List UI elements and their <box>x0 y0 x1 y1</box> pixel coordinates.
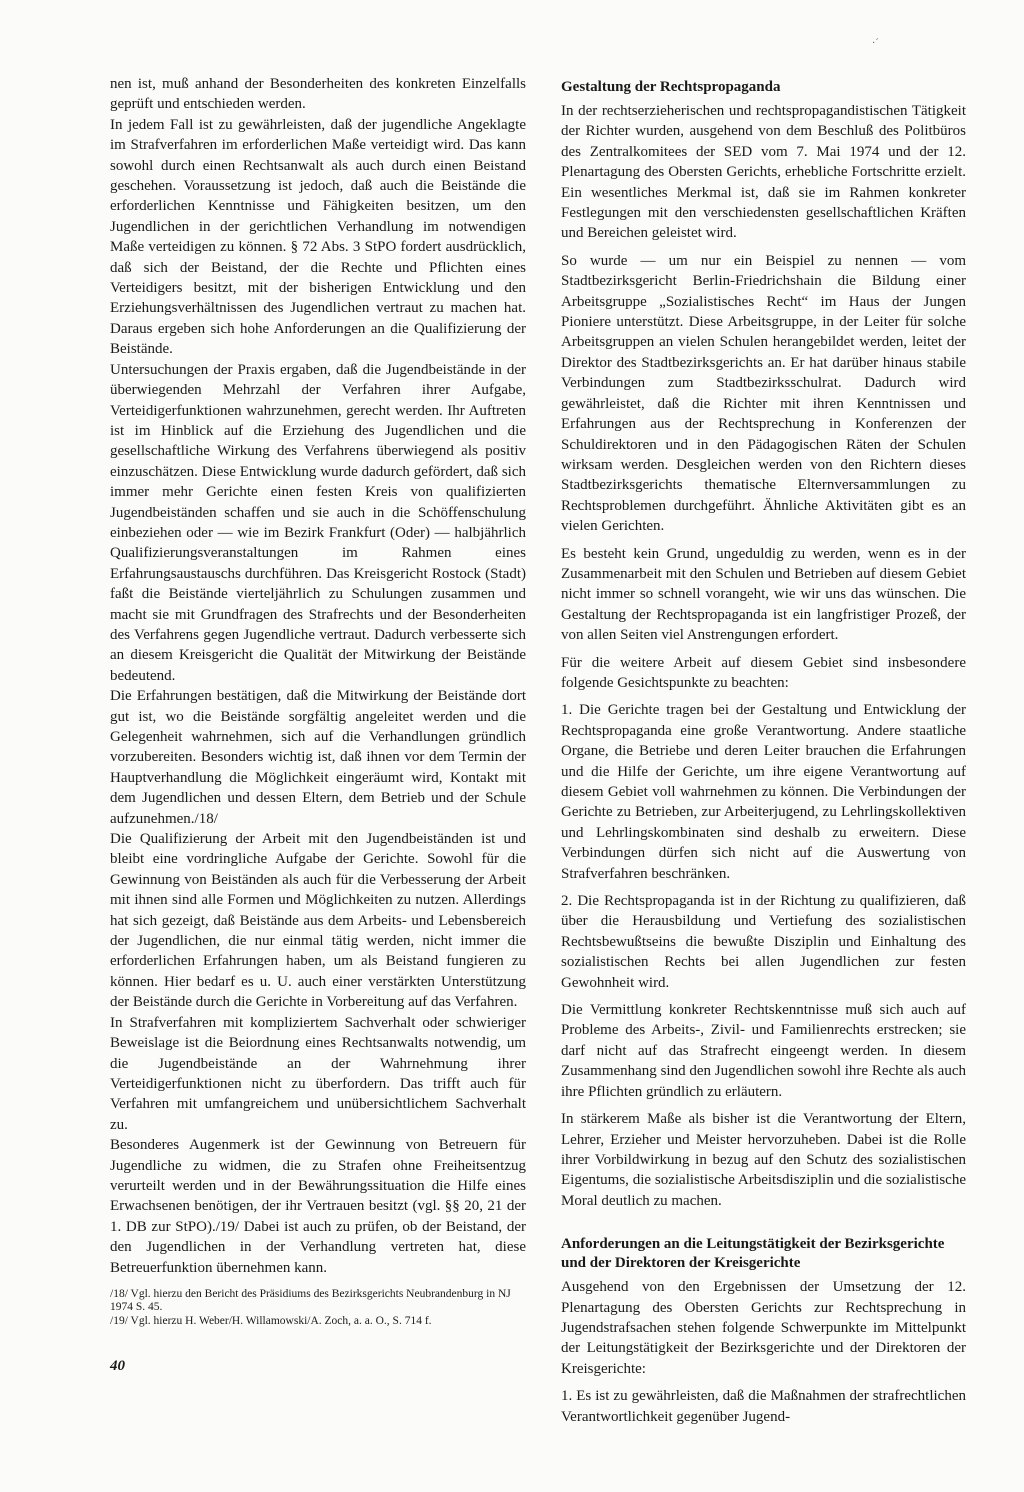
paragraph: Die Erfahrungen bestätigen, daß die Mitwirkung der Beistände dort gut ist, wo die Beistände sorgfältig angeleitet werden und die Gelegenheit wahrnehmen, sich auf die Verhandlungen gründlich vorzubereiten. Besonders wichtig ist, daß ihnen vor dem Termin der Hauptverhandlung die Möglichkeit eingeräumt wird, Kontakt mit dem Jugendlichen und dessen Eltern, dem Betrieb und der Schule aufzunehmen./18/ <box>110 688 526 827</box>
right-column <box>561 78 966 1427</box>
speck-mark: ·ˊ <box>872 38 879 49</box>
paragraph: In Strafverfahren mit kompliziertem Sachverhalt oder schwieriger Beweislage ist die Beiordnung eines Rechtsanwalts notwendig, um die Jugendbeistände an der Wahrnehmung ihrer Verteidigerfunktionen nicht zu überfordern. Das trifft auch für Verfahren mit umfangreichem und unübersichtlichem Sachverhalt zu. <box>110 1014 526 1133</box>
paragraph: Besonderes Augenmerk ist der Gewinnung von Betreuern für Jugendliche zu widmen, die zu Strafen ohne Freiheitsentzug verurteilt werden und in der Bewährungssituation die Hilfe eines Erwachsenen benötigen, der ihr Vertrauen besitzt (vgl. §§ 20, 21 der 1. DB zur StPO)./19/ Dabei ist auch zu prüfen, ob der Beistand, der den Jugendlichen in der Verhandlung vertreten hat, diese Betreuerfunktion übernehmen kann. <box>110 1137 526 1276</box>
paragraph: So wurde — um nur ein Beispiel zu nennen — vom Stadtbezirksgericht Berlin-Friedrichshain die Bildung einer Arbeitsgruppe „Sozialistisches Recht“ im Haus der Jungen Pioniere unterstützt. Diese Arbeitsgruppe, in der Leiter für solche Arbeitsgruppen an vielen Schulen herangebildet werden, leitet der Direktor des Stadtbezirksgerichts an. Er hat darüber hinaus stabile Verbindungen zum Stadtbezirksschulrat. Dadurch wird gewährleistet, daß die Richter mit ihren Kenntnissen und Erfahrungen aus der Rechtsprechung in Konferenzen der Schuldirektoren und in den Pädagogischen Räten der Schulen wirksam werden. Desgleichen werden von den Richtern dieses Stadtbezirksgerichts thematische Elternversammlungen zu Rechtsproblemen durchgeführt. Ähnliche Aktivitäten gibt es an vielen Gerichten. <box>561 252 966 535</box>
page-number: 40 <box>110 1358 125 1374</box>
numbered-paragraph: 1. Es ist zu gewährleisten, daß die Maßnahmen der strafrechtlichen Verantwortlichkeit gegenüber Jugend- <box>561 1388 966 1425</box>
paragraph: nen ist, muß anhand der Besonderheiten des konkreten Einzelfalls geprüft und entschieden werden. <box>110 76 526 113</box>
numbered-paragraph: 1. Die Gerichte tragen bei der Gestaltung und Entwicklung der Rechtspropaganda eine große Verantwortung. Andere staatliche Organe, die Betriebe und deren Leiter brauchen die Erfahrungen und die Hilfe der Gerichte, um ihre eigene Verantwortung auf diesem Gebiet voll wahrnehmen zu können. Die Verbindungen der Gerichte zu Betrieben, zur Arbeiterjugend, zu Lehrlingskollektiven und Lehrlingskombinaten sind deshalb zu erweitern. Diese Verbindungen dürfen sich nicht auf die Auswertung von Strafverfahren beschränken. <box>561 702 966 882</box>
section-heading: Gestaltung der Rechtspropaganda <box>561 79 781 95</box>
paragraph: In jedem Fall ist zu gewährleisten, daß der jugendliche Angeklagte im Strafverfahren im erforderlichen Maße verteidigt wird. Das kann sowohl durch einen Rechtsanwalt als auch durch einen Beistand geschehen. Voraussetzung ist jedoch, daß auch die Beistände die erforderlichen Kenntnisse und Fähigkeiten besitzen, um den Jugendlichen in der gerichtlichen Verhandlung im notwendigen Maße verteidigen zu können. § 72 Abs. 3 StPO fordert ausdrücklich, daß sich der Beistand, der die Rechte und Pflichten eines Verteidigers besitzt, mit der bisherigen Entwicklung und den Erziehungsverhältnissen des Jugendlichen vertraut zu machen hat. Daraus ergeben sich hohe Anforderungen an die Qualifizierung der Beistände. <box>110 116 526 358</box>
numbered-paragraph: 2. Die Rechtspropaganda ist in der Richtung zu qualifizieren, daß über die Herausbildung und Vertiefung des sozialistischen Rechtsbewußtseins die bewußte Disziplin und Einhaltung des sozialistischen Rechts bei allen Jugendlichen zur festen Gewohnheit wird. <box>561 893 966 991</box>
left-column <box>110 74 526 1328</box>
paragraph: Ausgehend von den Ergebnissen der Umsetzung der 12. Plenartagung des Obersten Gerichts zur Rechtsprechung in Jugendstrafsachen stehen folgende Schwerpunkte im Mittelpunkt der Leitungstätigkeit der Bezirksgerichte und der Direktoren der Kreisgerichte: <box>561 1279 966 1377</box>
paragraph: Untersuchungen der Praxis ergaben, daß die Jugendbeistände in der überwiegenden Mehrzahl der Verfahren ihrer Aufgabe, Verteidigerfunktionen wahrzunehmen, gerecht werden. Ihr Auftreten ist im Hinblick auf die Erziehung des Jugendlichen und die gesellschaftliche Wirkung des Verfahrens überwiegend als positiv einzuschätzen. Diese Entwicklung wurde dadurch gefördert, daß sich immer mehr Gerichte einen festen Kreis von qualifizierten Jugendbeiständen schaffen und sie auch in die Schöffenschulung einbeziehen oder — wie im Bezirk Frankfurt (Oder) — halbjährlich Qualifizierungsveranstaltungen im Rahmen eines Erfahrungsaustauschs durchführen. Das Kreisgericht Rostock (Stadt) faßt die Beistände vierteljährlich zu Schulungen zusammen und macht sie mit Grundfragen des Strafrechts und der Besonderheiten des Verfahrens gegen Jugendliche vertraut. Dadurch verbesserte sich an diesem Kreisgericht die Qualität der Mitwirkung der Beistände bedeutend. <box>110 361 526 684</box>
footnote-18: /18/ Vgl. hierzu den Bericht des Präsidiums des Bezirksgerichts Neubrandenburg in NJ 1974 S. 45. <box>110 1287 511 1314</box>
section-heading: Anforderungen an die Leitungstätigkeit der Bezirksgerichte und der Direktoren der Kreisgerichte <box>561 1236 945 1272</box>
footnotes <box>110 1288 526 1329</box>
paragraph: In der rechtserzieherischen und rechtspropagandistischen Tätigkeit der Richter wurden, ausgehend von dem Beschluß des Politbüros des Zentralkomitees der SED vom 7. Mai 1974 und der 12. Plenartagung des Obersten Gerichts, erhebliche Fortschritte erzielt. Ein wesentliches Merkmal ist, daß sie im Rahmen konkreter Festlegungen mit den verschiedensten gesellschaftlichen Kräften und Bereichen geleistet wird. <box>561 103 966 242</box>
paragraph: Für die weitere Arbeit auf diesem Gebiet sind insbesondere folgende Gesichtspunkte zu beachten: <box>561 654 966 691</box>
paragraph: In stärkerem Maße als bisher ist die Verantwortung der Eltern, Lehrer, Erzieher und Meister hervorzuheben. Dabei ist die Rolle ihrer Vorbildwirkung in bezug auf den Schutz des sozialistischen Eigentums, die sozialistische Arbeitsdisziplin und die sozialistische Moral deutlich zu machen. <box>561 1111 966 1209</box>
paragraph: Die Qualifizierung der Arbeit mit den Jugendbeiständen ist und bleibt eine vordringliche Aufgabe der Gerichte. Sowohl für die Gewinnung von Beiständen als auch für die Verbesserung der Arbeit mit ihnen sind alle Formen und Möglichkeiten zu nutzen. Allerdings hat sich gezeigt, daß Beistände aus dem Arbeits- und Lebensbereich der Jugendlichen, die nur einmal tätig werden, nicht immer die erforderlichen Erfahrungen haben, um als Beistand fungieren zu können. Hier bedarf es u. U. auch einer verstärkten Unterstützung der Beistände durch die Gerichte in Vorbereitung auf das Verfahren. <box>110 831 526 1011</box>
paragraph: Es besteht kein Grund, ungeduldig zu werden, wenn es in der Zusammenarbeit mit den Schulen und Betrieben auf diesem Gebiet nicht immer so schnell vorangeht, wie wir uns das wünschen. Die Gestaltung der Rechtspropaganda ist ein langfristiger Prozeß, der von allen Seiten viel Anstrengungen erfordert. <box>561 545 966 644</box>
footnote-19: /19/ Vgl. hierzu H. Weber/H. Willamowski/A. Zoch, a. a. O., S. 714 f. <box>110 1314 432 1327</box>
paragraph: Die Vermittlung konkreter Rechtskenntnisse muß sich auch auf Probleme des Arbeits-, Zivil- und Familienrechts erstrecken; sie darf nicht auf das Strafrecht eingeengt werden. In diesem Zusammenhang sind den Jugendlichen sowohl ihre Rechte als auch ihre Pflichten gründlich zu erläutern. <box>561 1002 966 1100</box>
